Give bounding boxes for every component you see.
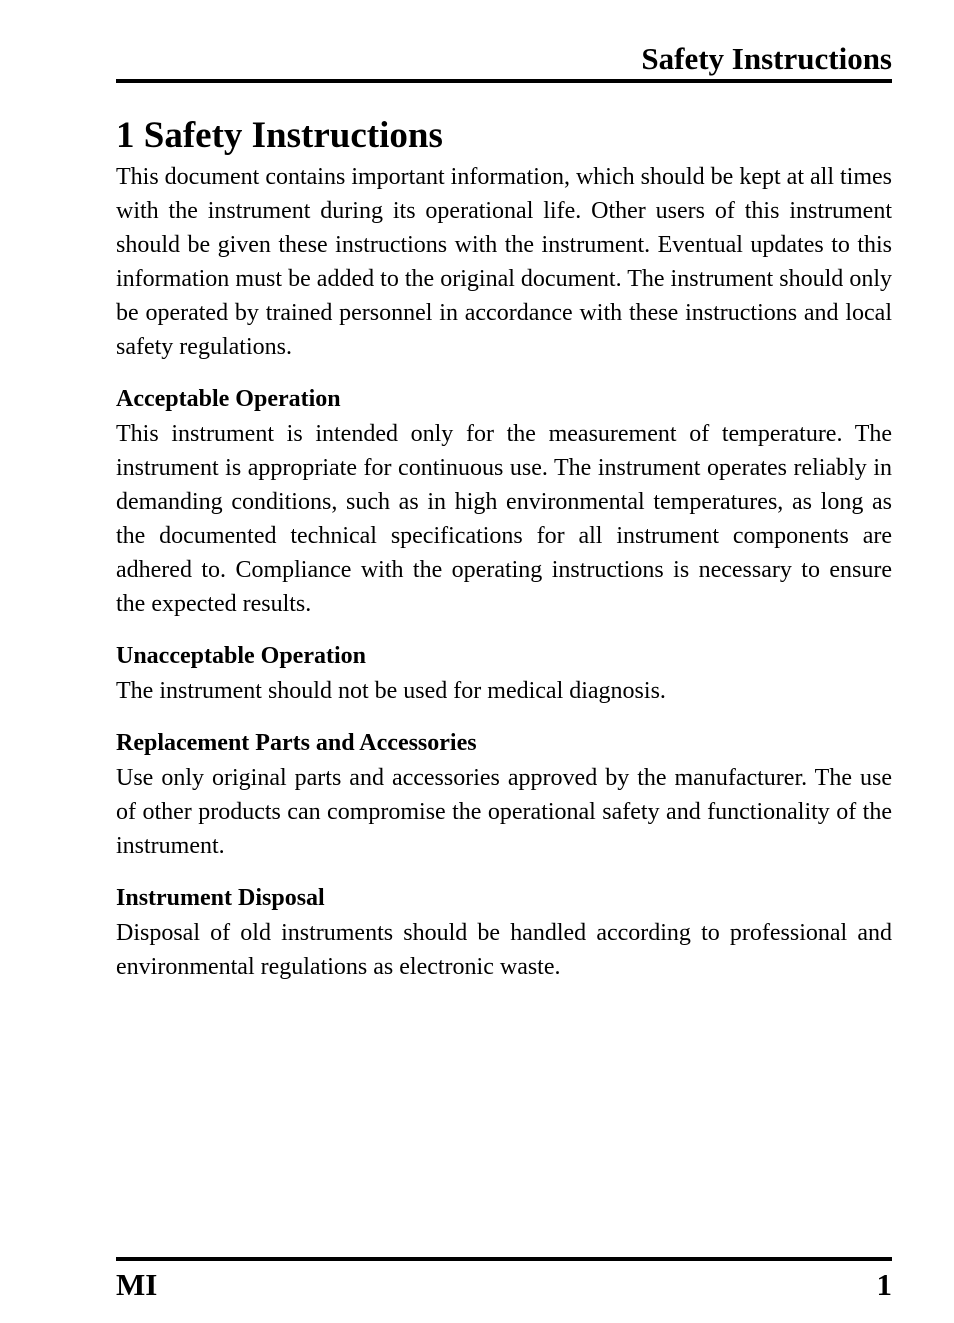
section-body-unacceptable-operation: The instrument should not be used for medical diagnosis.: [116, 678, 666, 704]
section-body-replacement-parts: Use only original parts and accessories approved by the manufacturer. The use of other products can compromise the operational safety and functionality of the instrument.: [116, 765, 892, 859]
intro-paragraph: This document contains important information, which should be kept at all times with the instrument during its operational life. Other users of this instrument should be given these instructions with the instrument. Eventual updates to this information must be added to the original document. The instrument should only be operated by trained personnel in accordance with these instructions and local safety regulations.: [116, 164, 892, 360]
section-heading-replacement-parts: Replacement Parts and Accessories: [116, 730, 477, 756]
footer-rule: [116, 1257, 892, 1261]
section-heading-acceptable-operation: Acceptable Operation: [116, 386, 341, 412]
section-body-instrument-disposal: Disposal of old instruments should be handled according to professional and environmental regulations as electronic waste.: [116, 920, 892, 980]
footer-label: MI: [116, 1267, 158, 1302]
chapter-title: 1 Safety Instructions: [116, 115, 443, 156]
document-page: [116, 0, 892, 1323]
page-number: 1: [876, 1267, 892, 1302]
section-body-acceptable-operation: This instrument is intended only for the measurement of temperature. The instrument is appropriate for continuous use. The instrument operates reliably in demanding conditions, such as in high environmental temperatures, as long as the documented technical specifications for all instrument components are adhered to. Compliance with the operating instructions is necessary to ensure the expected results.: [116, 421, 892, 617]
section-heading-instrument-disposal: Instrument Disposal: [116, 885, 325, 911]
running-header: Safety Instructions: [641, 41, 892, 76]
section-heading-unacceptable-operation: Unacceptable Operation: [116, 643, 366, 669]
header-rule: [116, 79, 892, 83]
page-content: [116, 112, 892, 984]
